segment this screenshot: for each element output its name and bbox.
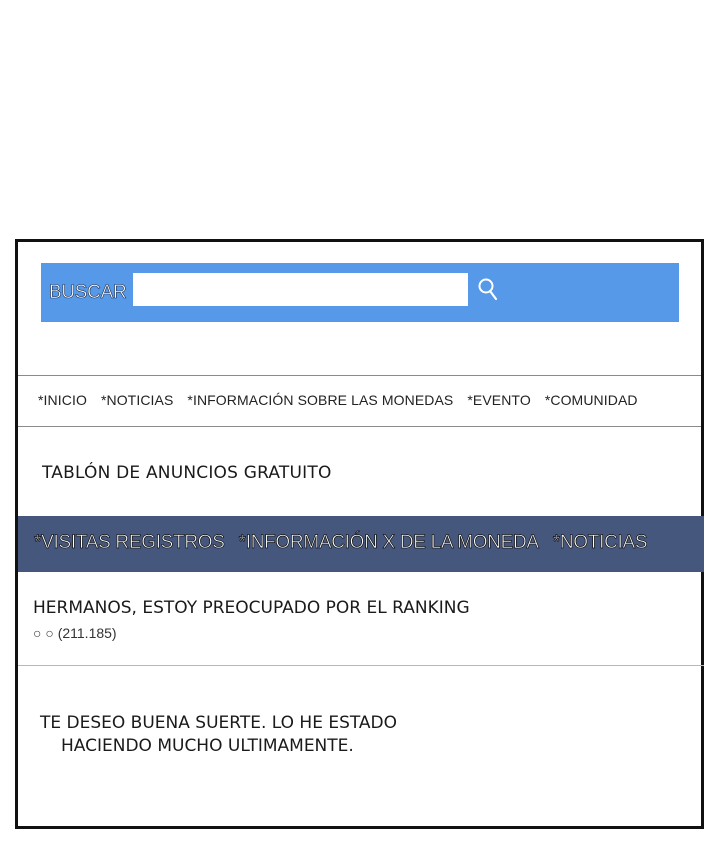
tab-visitas-registros[interactable]: *VISITAS REGISTROS bbox=[34, 532, 225, 553]
search-input[interactable] bbox=[133, 273, 468, 306]
search-label: BUSCAR bbox=[49, 282, 127, 303]
board-tabs bbox=[18, 516, 704, 572]
post-author-meta: ○ ○ (211.185) bbox=[33, 625, 117, 641]
nav-item-inicio[interactable]: *INICIO bbox=[38, 392, 87, 408]
comment-line-1: TE DESEO BUENA SUERTE. LO HE ESTADO bbox=[40, 713, 398, 733]
post-item[interactable] bbox=[18, 572, 704, 666]
comment-text bbox=[40, 712, 397, 758]
comment-line-2: HACIENDO MUCHO ULTIMAMENTE. bbox=[61, 736, 354, 756]
nav-item-evento[interactable]: *EVENTO bbox=[467, 392, 531, 408]
board-title: TABLÓN DE ANUNCIOS GRATUITO bbox=[42, 463, 332, 483]
post-title[interactable]: HERMANOS, ESTOY PREOCUPADO POR EL RANKING bbox=[33, 598, 470, 618]
search-bar bbox=[41, 263, 679, 322]
nav-item-noticias[interactable]: *NOTICIAS bbox=[100, 392, 174, 408]
main-nav bbox=[18, 375, 701, 427]
search-icon[interactable] bbox=[477, 277, 501, 305]
tab-noticias[interactable]: *NOTICIAS bbox=[552, 532, 648, 553]
tab-informacion-moneda[interactable]: *INFORMACIÓN X DE LA MONEDA bbox=[238, 532, 539, 553]
nav-item-comunidad[interactable]: *COMUNIDAD bbox=[544, 392, 638, 408]
nav-item-informacion-monedas[interactable]: *INFORMACIÓN SOBRE LAS MONEDAS bbox=[187, 392, 454, 408]
browser-panel bbox=[15, 239, 704, 829]
